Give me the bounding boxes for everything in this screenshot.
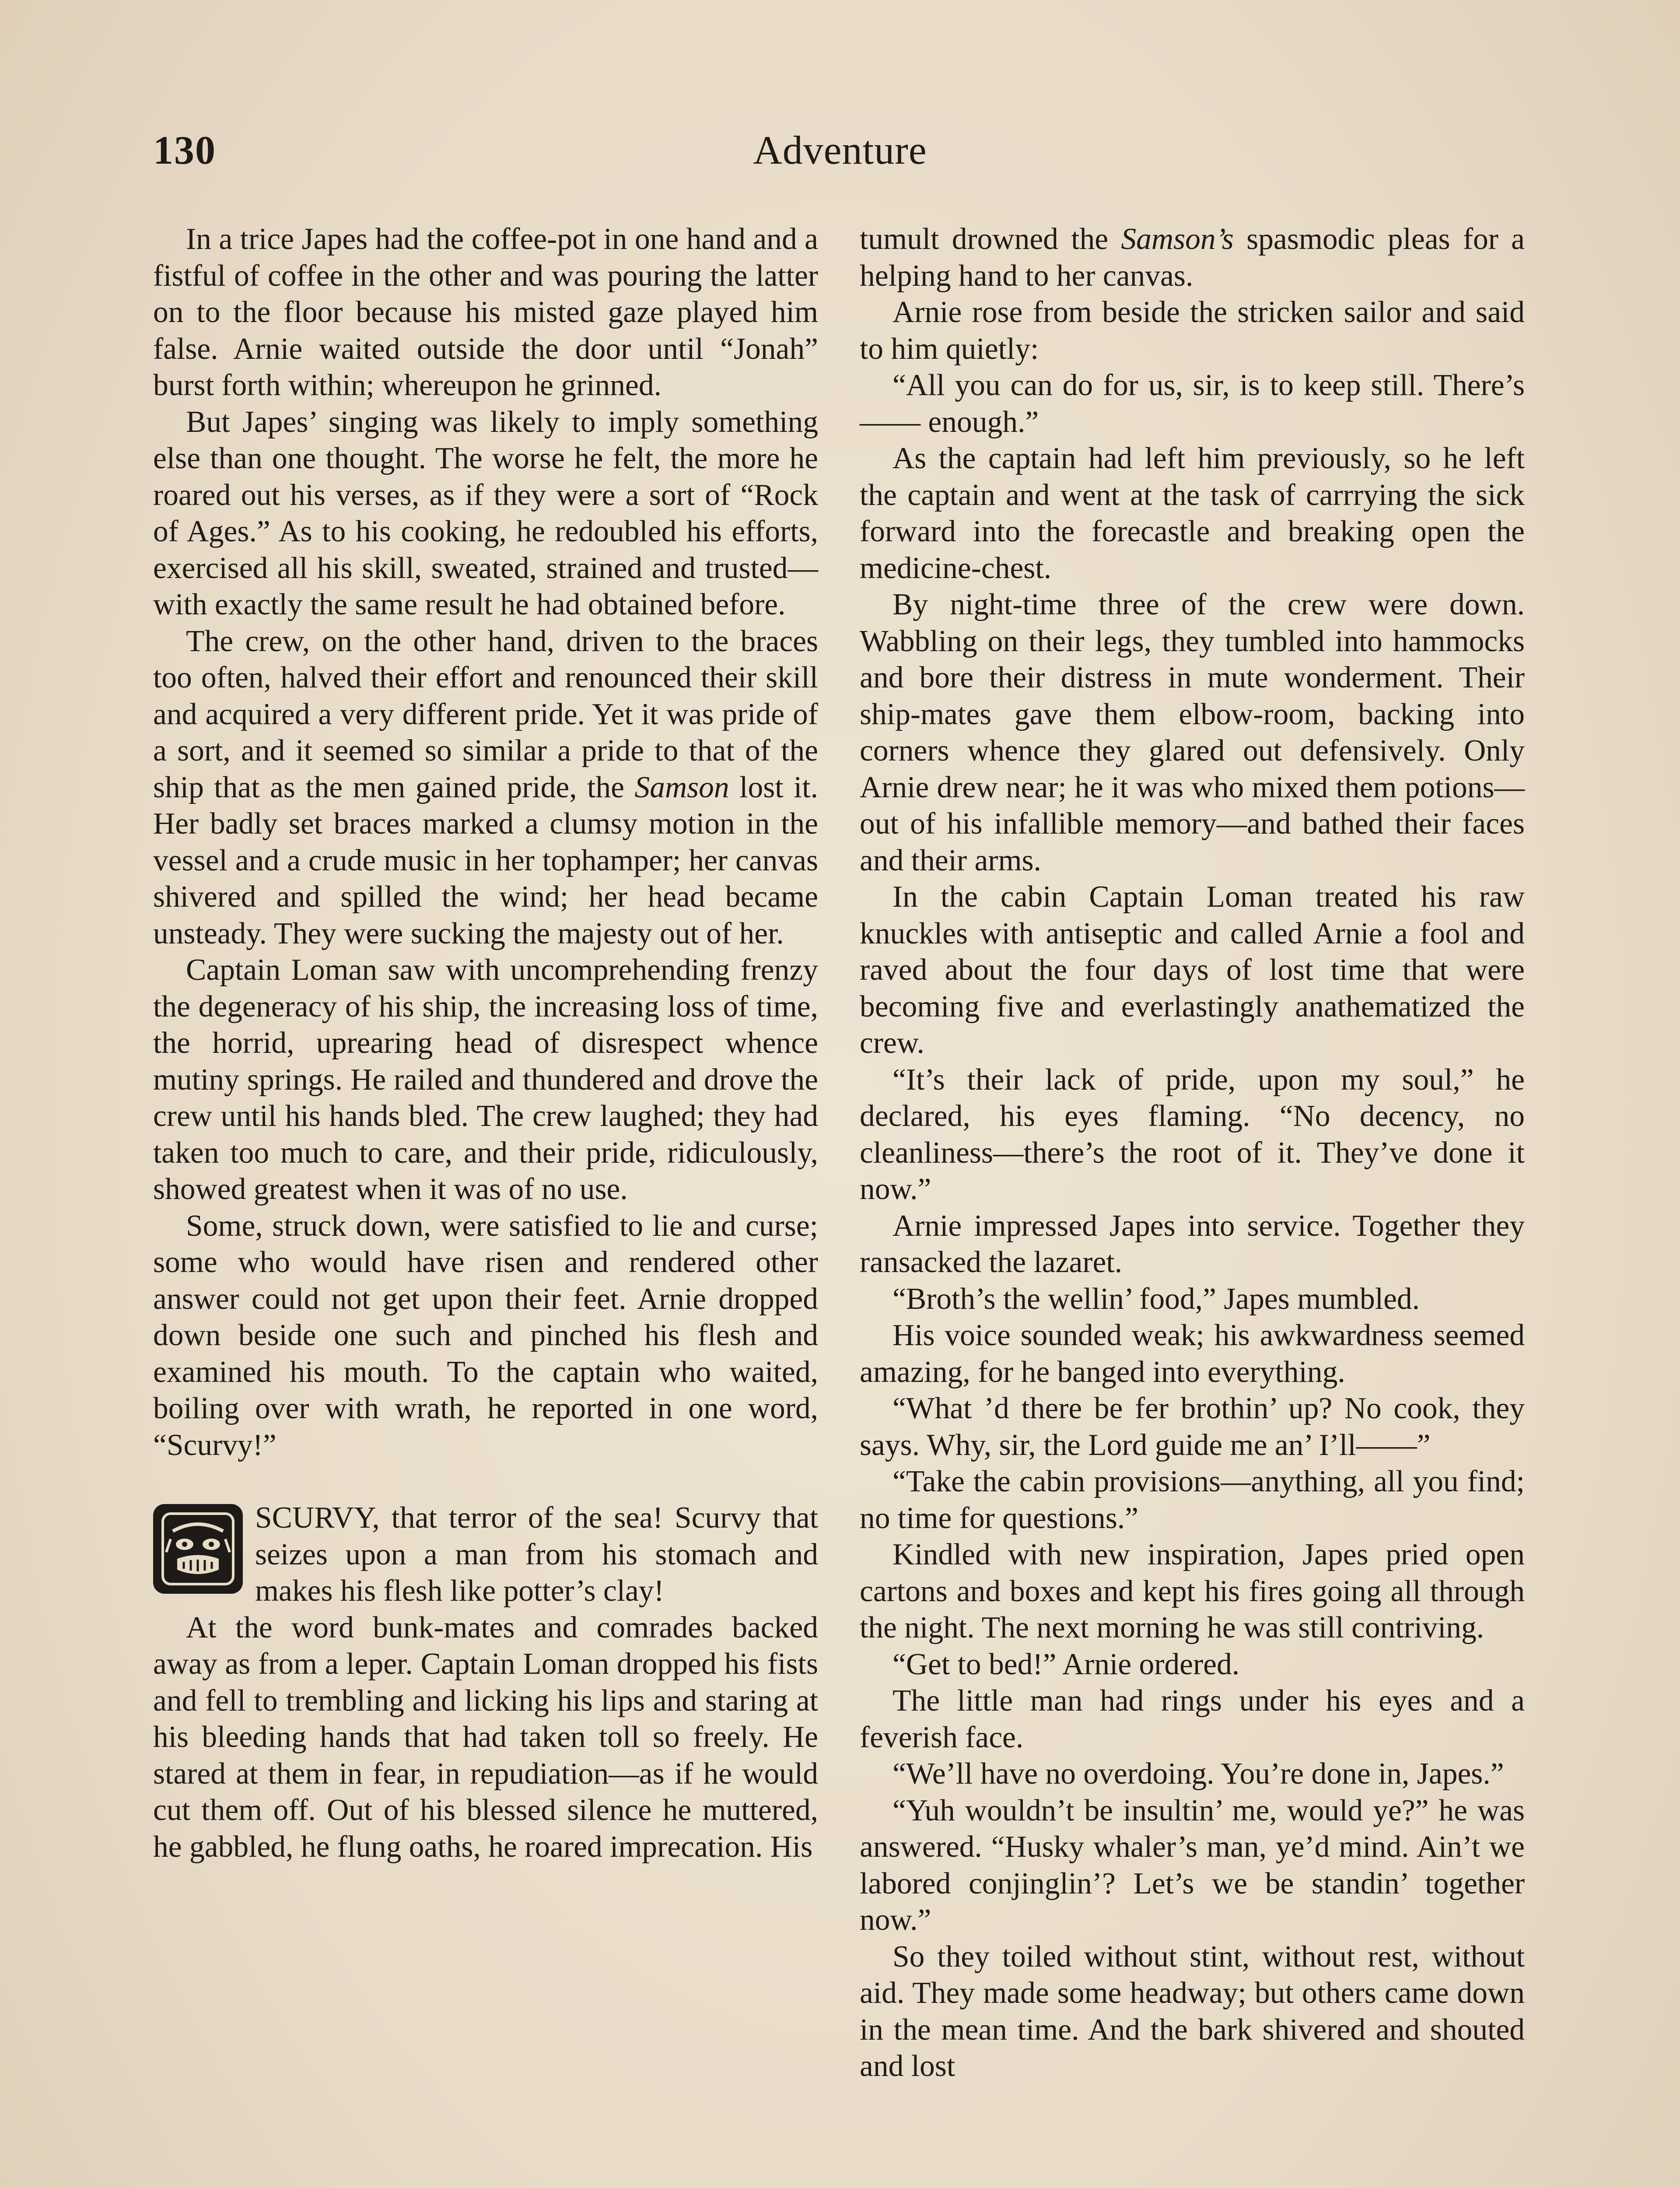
paragraph: “Take the cabin provisions—anything, all you find; no time for questions.” bbox=[860, 1465, 1525, 1535]
paragraph: In a trice Japes had the coffee-pot in one hand and a fistful of coffee in the other and was pouring the latter on to the floor because his misted gaze played him false. Arnie waited outside the door until “Jonah” burst forth within; whereupon he grinned. bbox=[153, 222, 818, 402]
paragraph: “Get to bed!” Arnie ordered. bbox=[892, 1647, 1240, 1681]
paragraph: “It’s their lack of pride, upon my soul,” he declared, his eyes flaming. “No decency, no cleanliness—there’s the root of it. They’ve done it now.” bbox=[860, 1062, 1525, 1206]
paragraph: Captain Loman saw with uncomprehending frenzy the degeneracy of his ship, the increasing loss of time, the horrid, uprearing head of disrespect whence mutiny springs. He railed and thundered and drove the crew until his hands bled. The crew laughed; they had taken too much to care, and their pride, ridiculously, showed greatest when it was of no use. bbox=[153, 953, 818, 1206]
section-opening bbox=[153, 1500, 818, 1609]
paragraph: “Yuh wouldn’t be insultin’ me, would ye?” he was answered. “Husky whaler’s man, ye’d mind. Ain’t we labored conjinglin’? Let’s we be standin’ together now.” bbox=[860, 1793, 1525, 1937]
paragraph: Some, struck down, were satisfied to lie and curse; some who would have risen and rendered other answer could not get upon their feet. Arnie dropped down beside one such and pinched his flesh and examined his mouth. To the captain who waited, boiling over with wrath, he reported in one word, “Scurvy!” bbox=[153, 1209, 818, 1462]
dropcap-paragraph: SCURVY, that terror of the sea! Scurvy that seizes upon a man from his stomach and makes his flesh like potter’s clay! bbox=[255, 1501, 818, 1608]
paragraph: “All you can do for us, sir, is to keep still. There’s —— enough.” bbox=[860, 368, 1525, 439]
right-column bbox=[860, 221, 1525, 2085]
paragraph: As the captain had left him previously, so he left the captain and went at the task of carrrying the sick forward into the forecastle and breaking open the medicine-chest. bbox=[860, 442, 1525, 585]
paragraph: “Broth’s the wellin’ food,” Japes mumbled. bbox=[892, 1282, 1420, 1316]
paragraph: Arnie impressed Japes into service. Together they ransacked the lazaret. bbox=[860, 1209, 1525, 1279]
page-number: 130 bbox=[153, 128, 216, 172]
paragraph: Arnie rose from beside the stricken sailor and said to him quietly: bbox=[860, 295, 1525, 366]
paragraph: At the word bunk-mates and comrades backed away as from a leper. Captain Loman dropped his fists and fell to trembling and licking his lips and staring at his bleeding hands that had taken toll so freely. He stared at them in fear, in repudiation—as if he would cut them off. Out of his blessed silence he muttered, he gabbled, he flung oaths, he roared imprecation. His bbox=[153, 1610, 818, 1864]
paragraph: The little man had rings under his eyes and a feverish face. bbox=[860, 1684, 1525, 1754]
page-header bbox=[153, 127, 1527, 188]
paragraph: His voice sounded weak; his awkwardness seemed amazing, for he banged into everything. bbox=[860, 1318, 1525, 1389]
left-column bbox=[153, 221, 818, 1865]
paragraph: So they toiled without stint, without rest, without aid. They made some headway; but others came down in the mean time. And the bark shivered and shouted and lost bbox=[860, 1939, 1525, 2083]
paragraph: “We’ll have no overdoing. You’re done in, Japes.” bbox=[892, 1757, 1504, 1791]
paragraph: Kindled with new inspiration, Japes pried open cartons and boxes and kept his fires going all through the night. The next morning he was still contriving. bbox=[860, 1538, 1525, 1645]
paragraph: In the cabin Captain Loman treated his raw knuckles with antiseptic and called Arnie a fool and raved about the four days of lost time that were becoming five and everlastingly anathematized the crew. bbox=[860, 880, 1525, 1060]
paragraph: But Japes’ singing was likely to imply something else than one thought. The worse he felt, the more he roared out his verses, as if they were a sort of “Rock of Ages.” As to his cooking, he redoubled his efforts, exercised all his skill, sweated, strained and trusted—with exactly the same result he had obtained before. bbox=[153, 405, 818, 621]
tribal-mask-icon bbox=[153, 1504, 243, 1594]
paragraph: The crew, on the other hand, driven to the braces too often, halved their effort and renounced their skill and acquired a very different pride. Yet it was pride of a sort, and it seemed so similar a pride to that of the ship that as the men gained pride, the Samson lost it. Her badly set braces marked a clumsy motion in the vessel and a crude music in her tophamper; her canvas shivered and spilled the wind; her head became unsteady. They were sucking the majesty out of her. bbox=[153, 624, 818, 950]
paragraph: “What ’d there be fer brothin’ up? No cook, they says. Why, sir, the Lord guide me an’ I’ll——” bbox=[860, 1392, 1525, 1462]
paragraph: By night-time three of the crew were down. Wabbling on their legs, they tumbled into hammocks and bore their distress in mute wonderment. Their ship-mates gave them elbow-room, backing into corners whence they glared out defensively. Only Arnie drew near; he it was who mixed them potions—out of his infallible memory—and bathed their faces and their arms. bbox=[860, 588, 1525, 877]
continued-paragraph: tumult drowned the Samson’s spasmodic pleas for a helping hand to her canvas. bbox=[860, 222, 1525, 293]
running-title: Adventure bbox=[753, 128, 927, 172]
